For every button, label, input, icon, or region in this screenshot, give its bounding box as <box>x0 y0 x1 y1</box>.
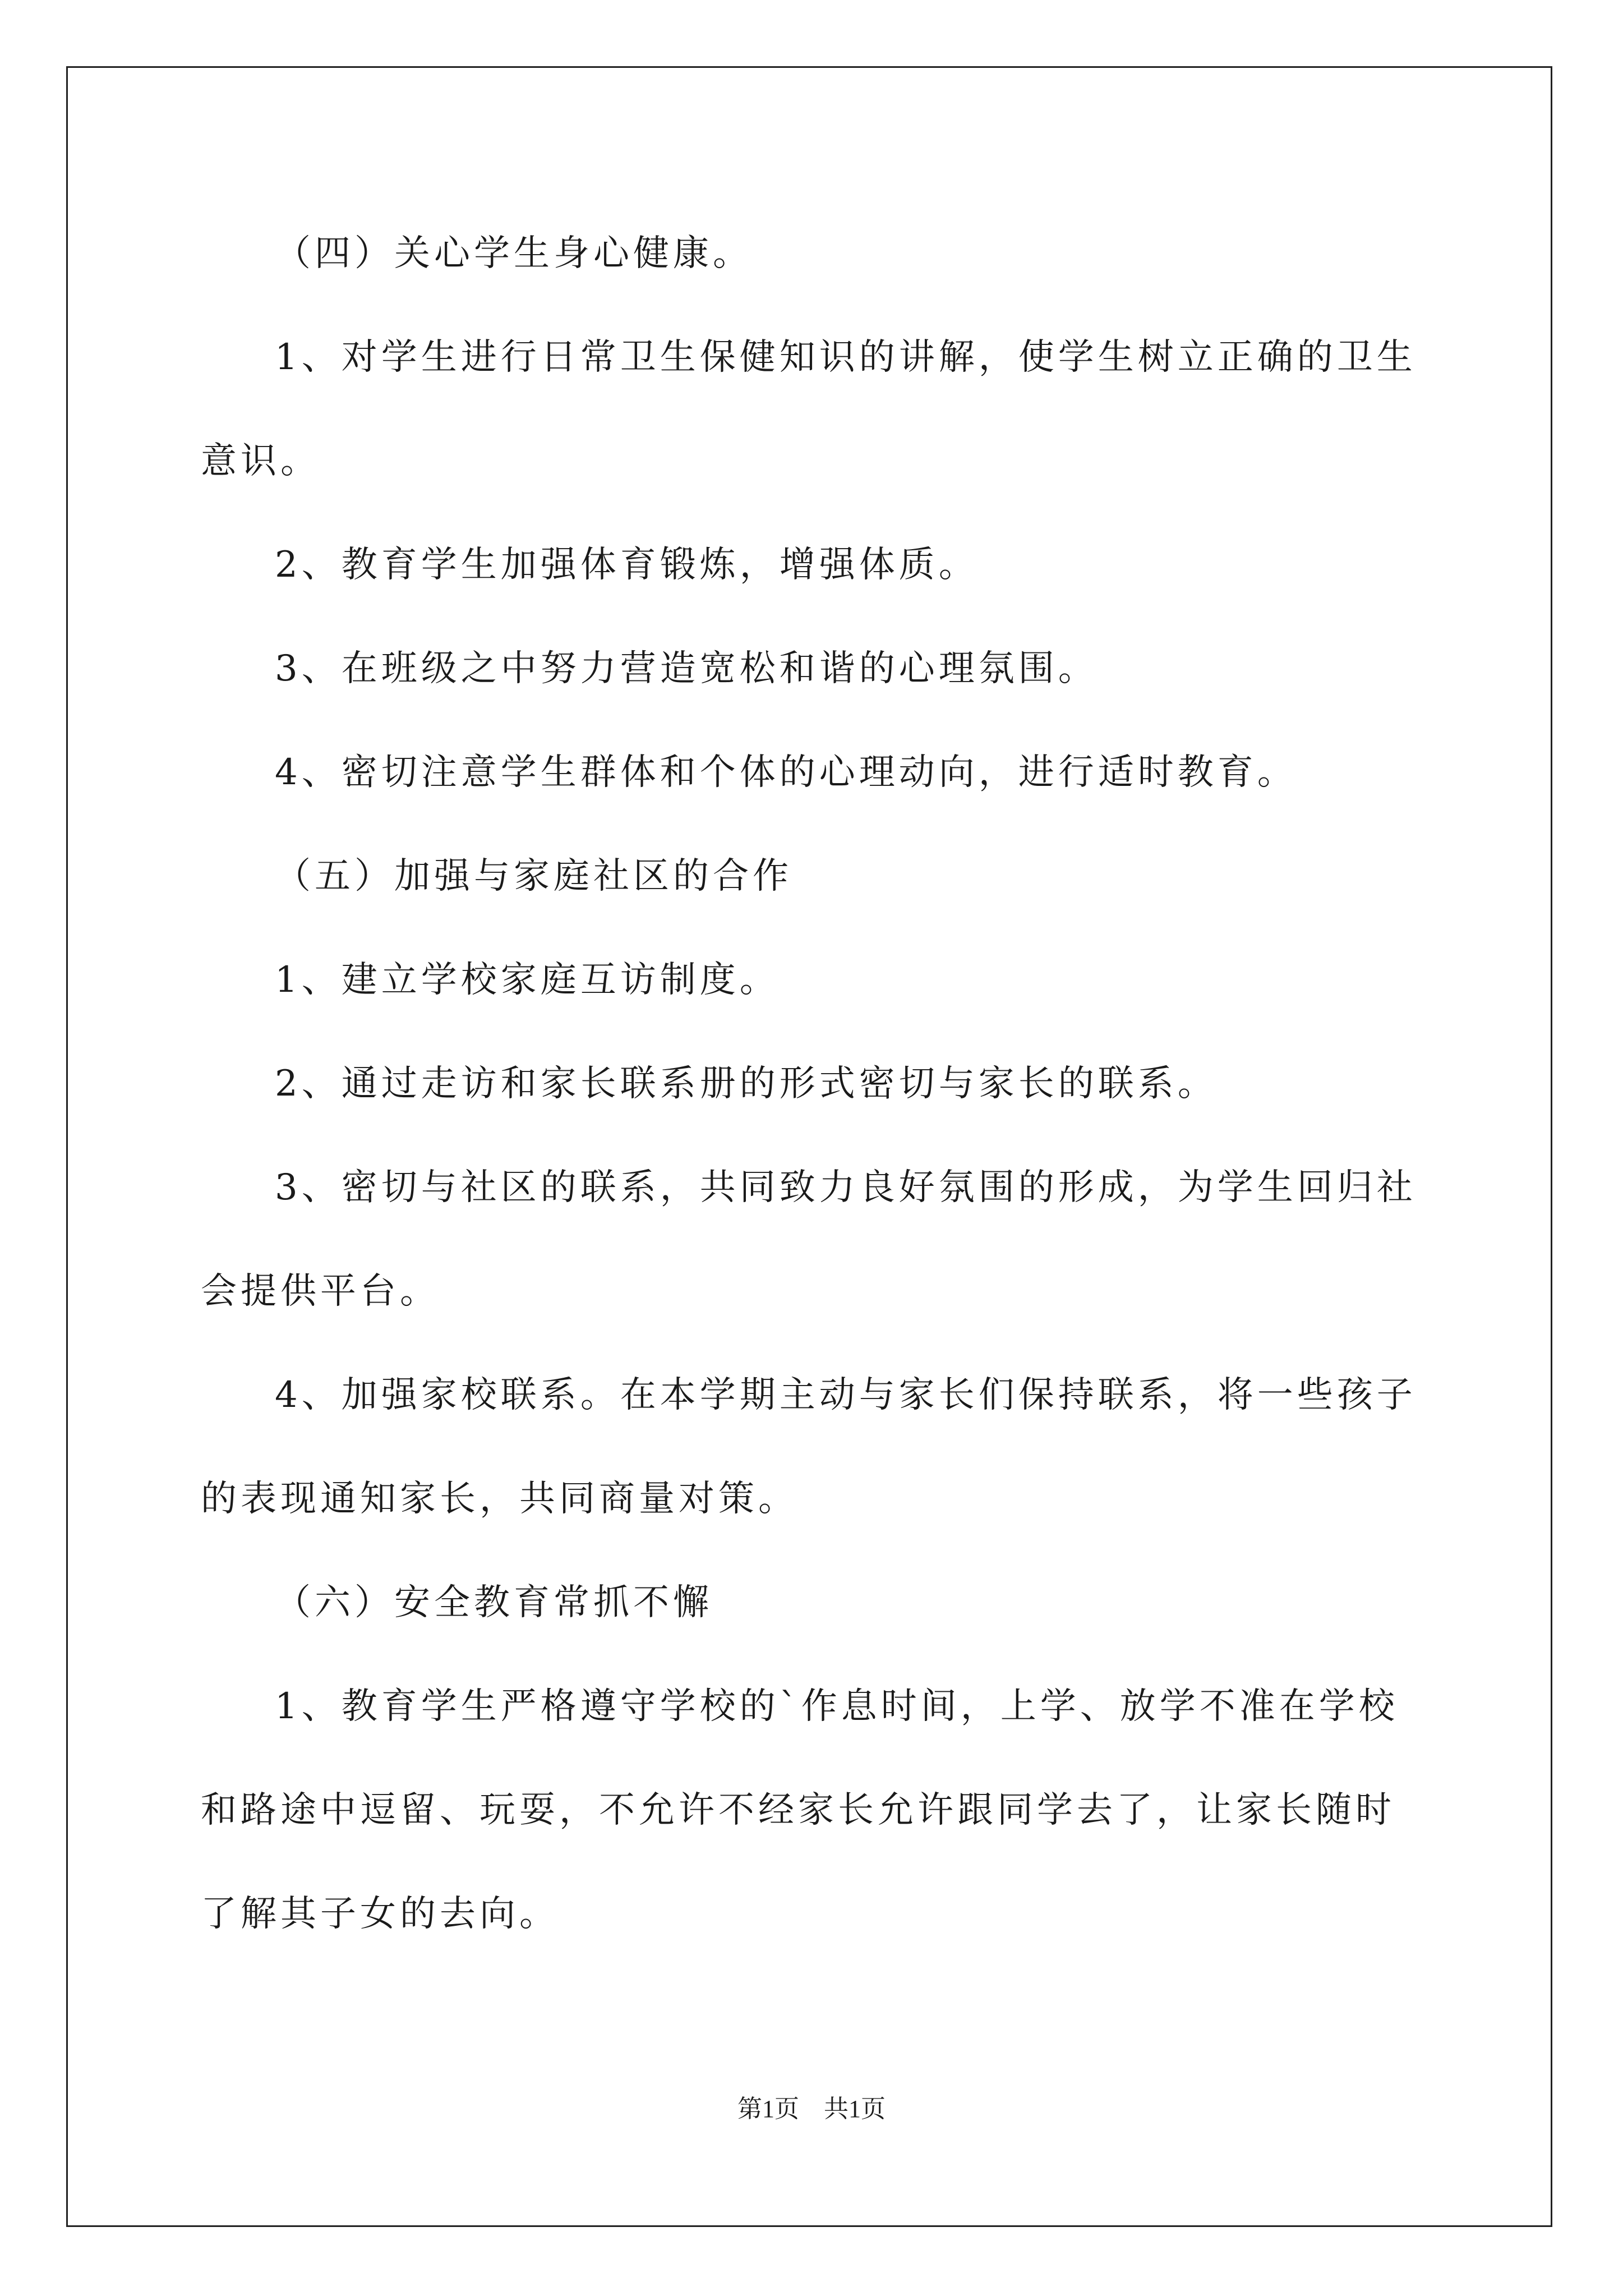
paragraph-line: 意识。 <box>201 440 320 482</box>
paragraph-line: 2、教育学生加强体育锻炼，增强体质。 <box>275 544 979 586</box>
paragraph-line: 4、密切注意学生群体和个体的心理动向，进行适时教育。 <box>275 752 1297 793</box>
paragraph-line: 1、教育学生严格遵守学校的`作息时间，上学、放学不准在学校 <box>275 1686 1399 1727</box>
paragraph-line: 1、建立学校家庭互访制度。 <box>275 959 780 1001</box>
paragraph-line: 的表现通知家长，共同商量对策。 <box>201 1478 798 1520</box>
paragraph-line: 3、在班级之中努力营造宽松和谐的心理氛围。 <box>275 648 1098 689</box>
paragraph-line: 2、通过走访和家长联系册的形式密切与家长的联系。 <box>275 1063 1218 1105</box>
paragraph-line: 1、对学生进行日常卫生保健知识的讲解，使学生树立正确的卫生 <box>275 337 1417 378</box>
paragraph-line: 会提供平台。 <box>201 1271 440 1312</box>
section-heading-5: （五）加强与家庭社区的合作 <box>275 855 792 897</box>
paragraph-line: 了解其子女的去向。 <box>201 1893 559 1935</box>
page-number-footer: 第1页 共1页 <box>737 2095 886 2123</box>
section-heading-6: （六）安全教育常抓不懈 <box>275 1582 713 1623</box>
paragraph-line: 3、密切与社区的联系，共同致力良好氛围的形成，为学生回归社 <box>275 1167 1417 1208</box>
paragraph-line: 和路途中逗留、玩耍，不允许不经家长允许跟同学去了，让家长随时 <box>201 1789 1395 1831</box>
paragraph-line: 4、加强家校联系。在本学期主动与家长们保持联系，将一些孩子 <box>275 1374 1417 1416</box>
section-heading-4: （四）关心学生身心健康。 <box>275 233 753 274</box>
